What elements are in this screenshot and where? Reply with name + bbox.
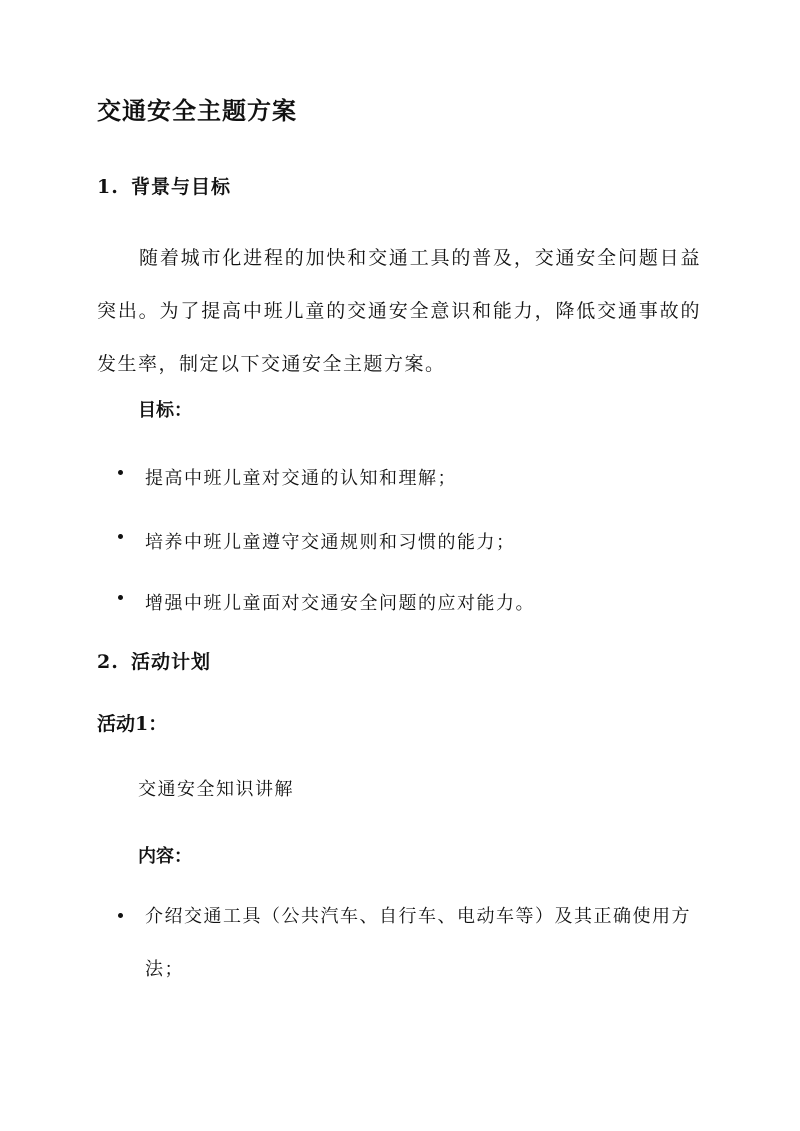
section-1-title: 背景与目标 (131, 176, 232, 198)
goals-label: 目标： (138, 400, 192, 421)
document-title: 交通安全主题方案 (97, 96, 297, 125)
section-2-title: 活动计划 (131, 651, 212, 673)
bullet-icon (118, 595, 123, 600)
goal-item-text: 培养中班儿童遵守交通规则和习惯的能力； (145, 532, 516, 553)
activity-label: 活动1： (97, 713, 168, 735)
bullet-icon (118, 534, 123, 539)
content-label: 内容： (138, 846, 192, 867)
section-2-number: 2. (97, 651, 119, 673)
section-1-heading (97, 178, 231, 197)
activity-name: 交通安全知识讲解 (138, 779, 294, 800)
background-paragraph: 随着城市化进程的加快和交通工具的普及，交通安全问题日益突出。为了提高中班儿童的交通安全意识和能力，降低交通事故的发生率，制定以下交通安全主题方案。 (97, 247, 701, 375)
goal-item-text: 增强中班儿童面对交通安全问题的应对能力。 (145, 593, 535, 614)
section-2-heading (97, 653, 211, 672)
content-item-text: 介绍交通工具（公共汽车、自行车、电动车等）及其正确使用方法； (145, 906, 691, 980)
bullet-icon (118, 913, 123, 918)
section-1-number: 1. (97, 176, 119, 198)
bullet-icon (118, 470, 123, 475)
goal-item-text: 提高中班儿童对交通的认知和理解； (145, 468, 457, 489)
